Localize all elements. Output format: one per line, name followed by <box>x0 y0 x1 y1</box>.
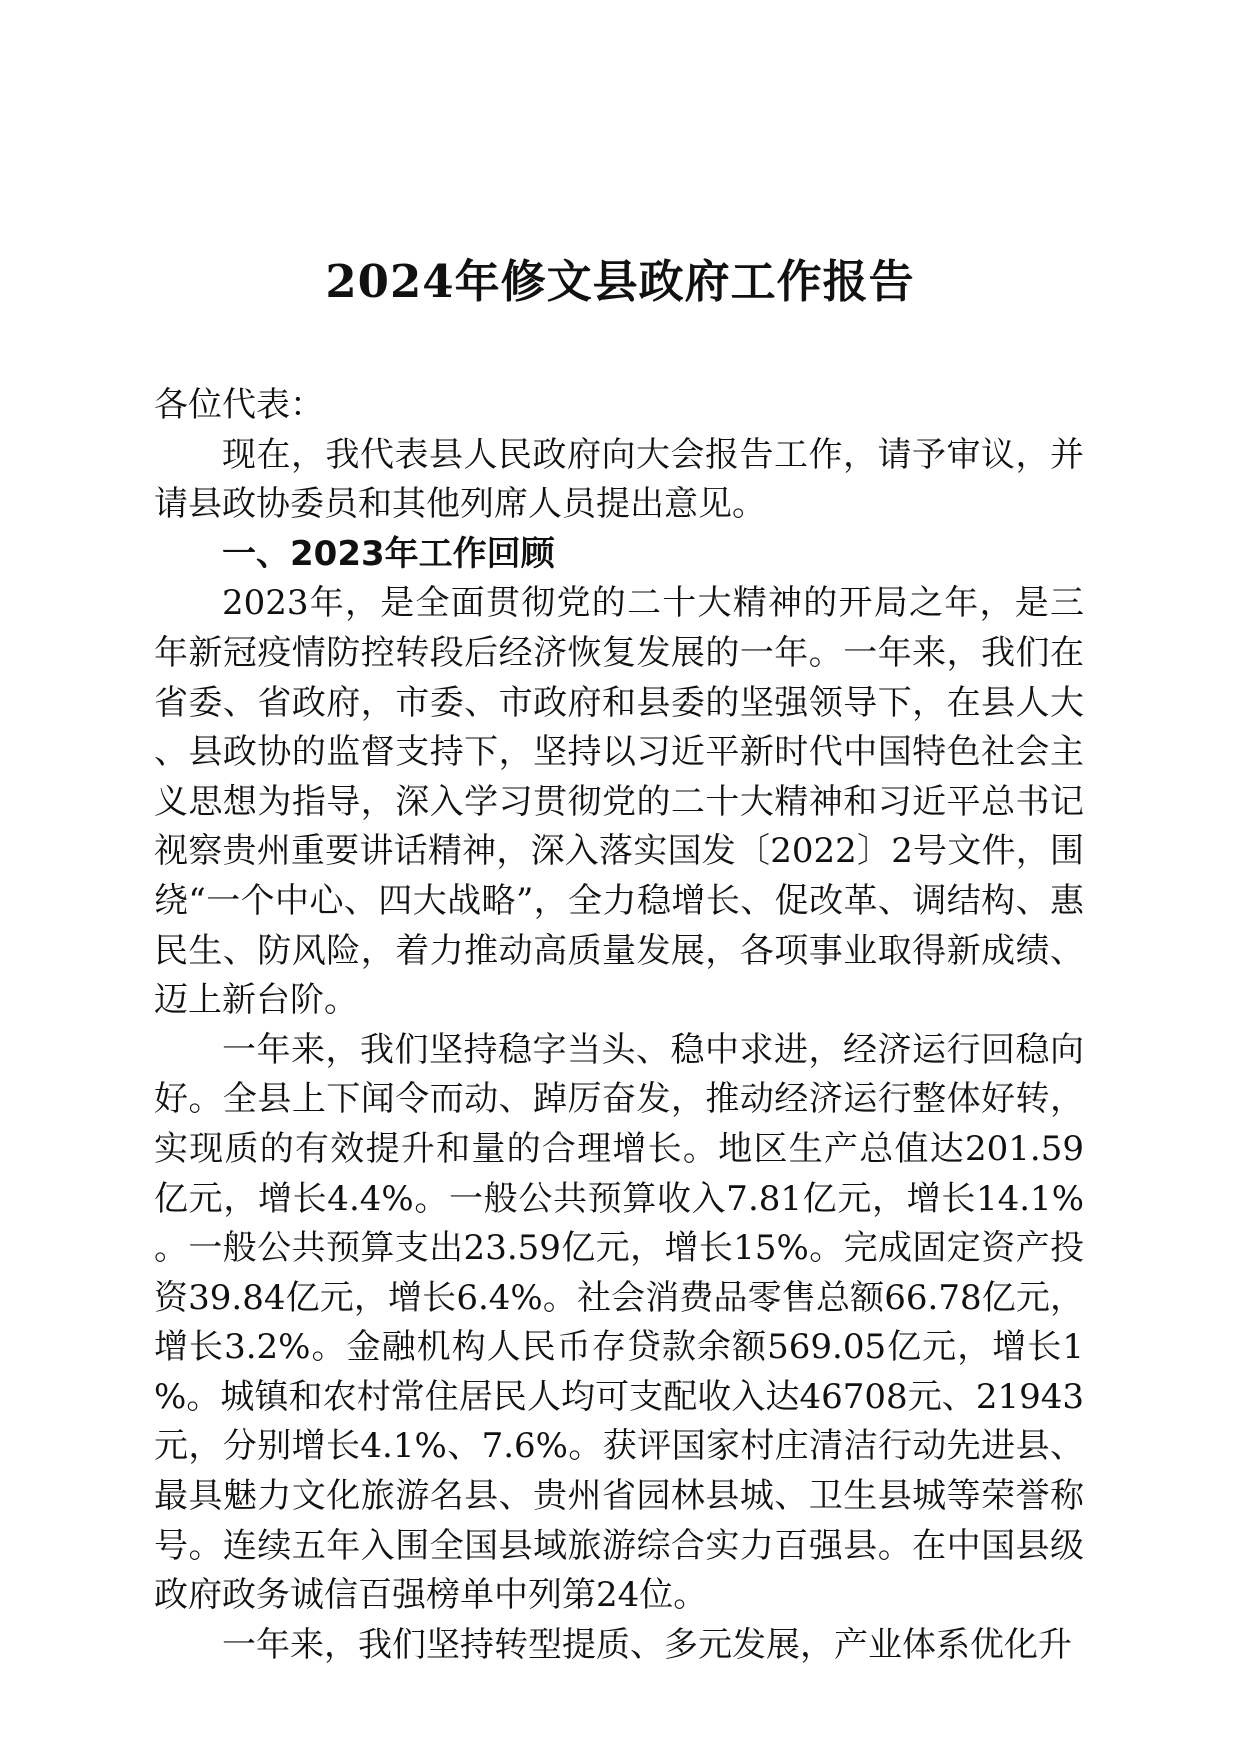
body-paragraph: 一年来，我们坚持稳字当头、稳中求进，经济运行回稳向好。全县上下闻令而动、踔厉奋发，推动经济运行整体好转，实现质的有效提升和量的合理增长。地区生产总值达201.59亿元，增长4.4%。一般公共预算收入7.81亿元，增长14.1%。一般公共预算支出23.59亿元，增长15%。完成固定资产投资39.84亿元，增长6.4%。社会消费品零售总额66.78亿元，增长3.2%。金融机构人民币存贷款余额569.05亿元，增长1%。城镇和农村常住居民人均可支配收入达46708元、21943元，分别增长4.1%、7.6%。获评国家村庄清洁行动先进县、最具魅力文化旅游名县、贵州省园林县城、卫生县城等荣誉称号。连续五年入围全国县域旅游综合实力百强县。在中国县级政府政务诚信百强榜单中列第24位。 <box>154 1029 1084 1616</box>
document-body <box>154 381 1084 1670</box>
intro-paragraph: 现在，我代表县人民政府向大会报告工作，请予审议，并请县政协委员和其他列席人员提出意见。 <box>154 434 1084 525</box>
section-heading: 一、2023年工作回顾 <box>222 533 555 574</box>
body-paragraph: 2023年，是全面贯彻党的二十大精神的开局之年，是三年新冠疫情防控转段后经济恢复发展的一年。一年来，我们在省委、省政府，市委、市政府和县委的坚强领导下，在县人大、县政协的监督支持下，坚持以习近平新时代中国特色社会主义思想为指导，深入学习贯彻党的二十大精神和习近平总书记视察贵州重要讲话精神，深入落实国发〔2022〕2号文件，围绕“一个中心、四大战略”，全力稳增长、促改革、调结构、惠民生、防风险，着力推动高质量发展，各项事业取得新成绩、迈上新台阶。 <box>154 583 1084 1021</box>
body-paragraph: 一年来，我们坚持转型提质、多元发展，产业体系优化升 <box>222 1624 1072 1665</box>
salutation: 各位代表： <box>154 385 324 425</box>
document-title: 2024年修文县政府工作报告 <box>325 255 915 308</box>
